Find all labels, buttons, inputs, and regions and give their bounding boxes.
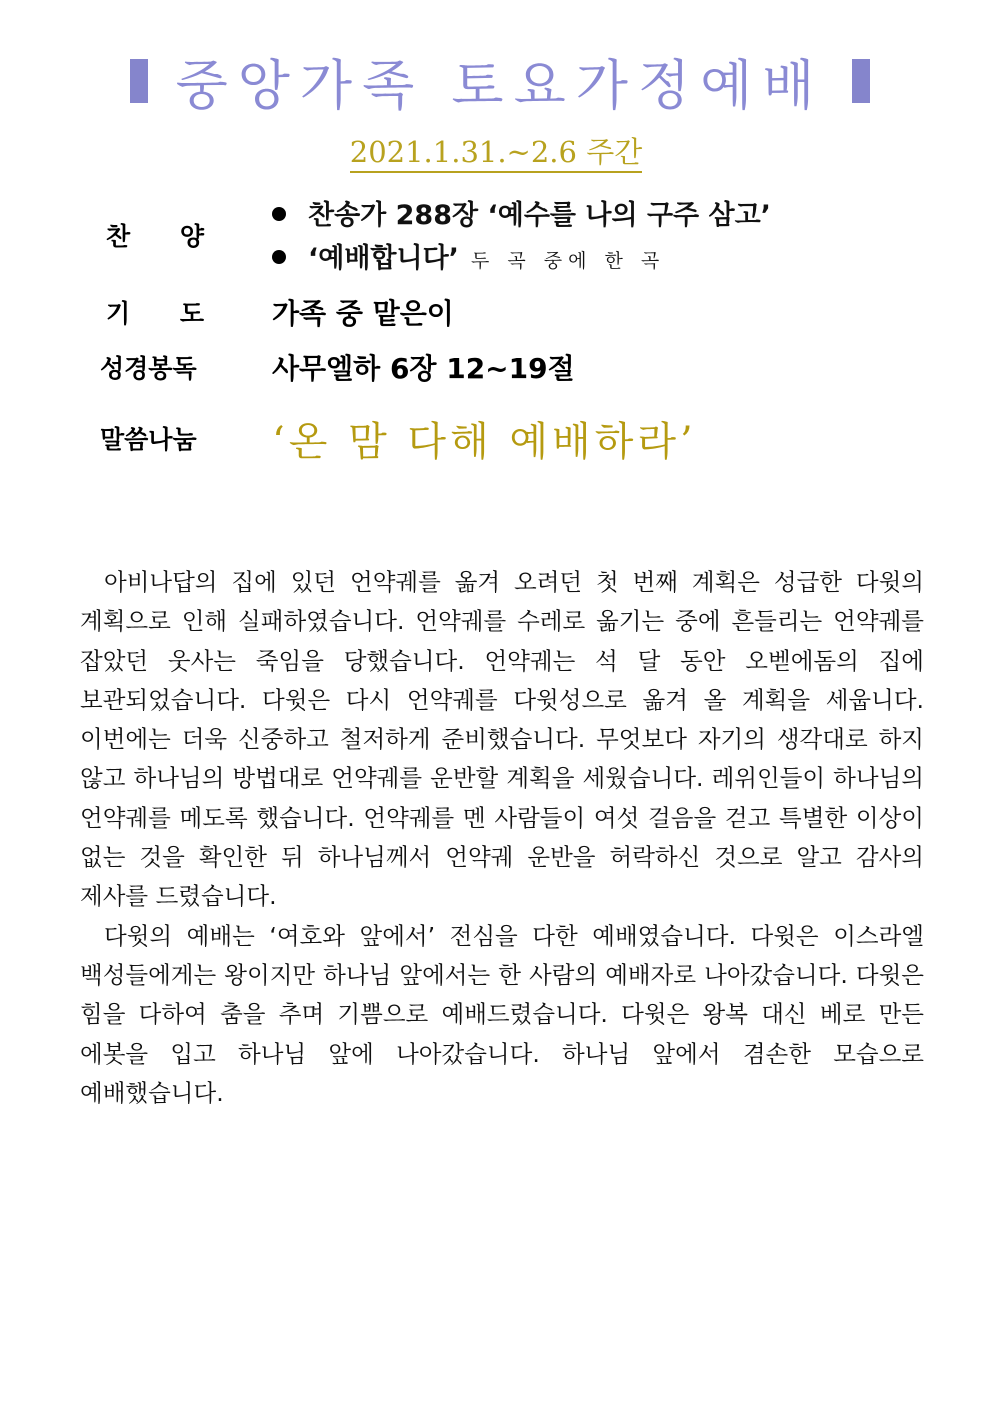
bullet-icon	[272, 250, 286, 264]
hymn-item: ‘예배합니다’ 두 곡 중에 한 곡	[272, 236, 665, 275]
body-paragraph: 아비나답의 집에 있던 언약궤를 옮겨 오려던 첫 번째 계획은 성급한 다윗의 계획으로 인해 실패하였습니다. 언약궤를 수레로 옮기는 중에 흔들리는 언약궤를 잡았던 웃사는 죽임을 당했습니다. 언약궤는 석 달 동안 오벧에돔의 집에 보관되었습니다. 다윗은 다시 언약궤를 다윗성으로 옮겨 올 계획을 세웁니다. 이번에는 더욱 신중하고 철저하게 준비했습니다. 무엇보다 자기의 생각대로 하지 않고 하나님의 방법대로 언약궤를 운반할 계획을 세웠습니다. 레위인들이 하나님의 언약궤를 메도록 했습니다. 언약궤를 멘 사람들이 여섯 걸음을 걷고 특별한 이상이 없는 것을 확인한 뒤 하나님께서 언약궤 운반을 허락하신 것으로 알고 감사의 제사를 드렸습니다.	[80, 568, 924, 911]
prayer-label: 기 도	[106, 299, 204, 328]
sermon-body	[80, 563, 924, 1113]
hymn-item: 찬송가 288장 ‘예수를 나의 구주 삼고’	[272, 193, 771, 232]
title-row	[130, 46, 870, 116]
sermon-label: 말씀나눔	[100, 425, 197, 454]
date-range	[0, 130, 992, 171]
prayer-value: 가족 중 맡은이	[272, 297, 454, 330]
right-title-bar	[852, 59, 870, 103]
hymn-note: 두 곡 중에 한 곡	[470, 250, 666, 272]
body-paragraph: 다윗의 예배는 ‘여호와 앞에서’ 전심을 다한 예배였습니다. 다윗은 이스라엘 백성들에게는 왕이지만 하나님 앞에서는 한 사람의 예배자로 나아갔습니다. 다윗은 힘을 다하여 춤을 추며 기쁨으로 예배드렸습니다. 다윗은 왕복 대신 베로 만든 에봇을 입고 하나님 앞에 나아갔습니다. 하나님 앞에서 겸손한 모습으로 예배했습니다.	[80, 921, 924, 1107]
bullet-icon	[272, 207, 286, 221]
page-title: 중앙가족 토요가정예배	[175, 53, 825, 117]
reading-value: 사무엘하 6장 12~19절	[272, 352, 575, 385]
hymn-label: 찬 양	[106, 222, 204, 251]
date-range-text: 2021.1.31.~2.6 주간	[350, 135, 642, 173]
reading-label: 성경봉독	[100, 354, 197, 383]
left-title-bar	[130, 59, 148, 103]
sermon-title: ‘온 맘 다해 예배하라’	[272, 419, 697, 465]
